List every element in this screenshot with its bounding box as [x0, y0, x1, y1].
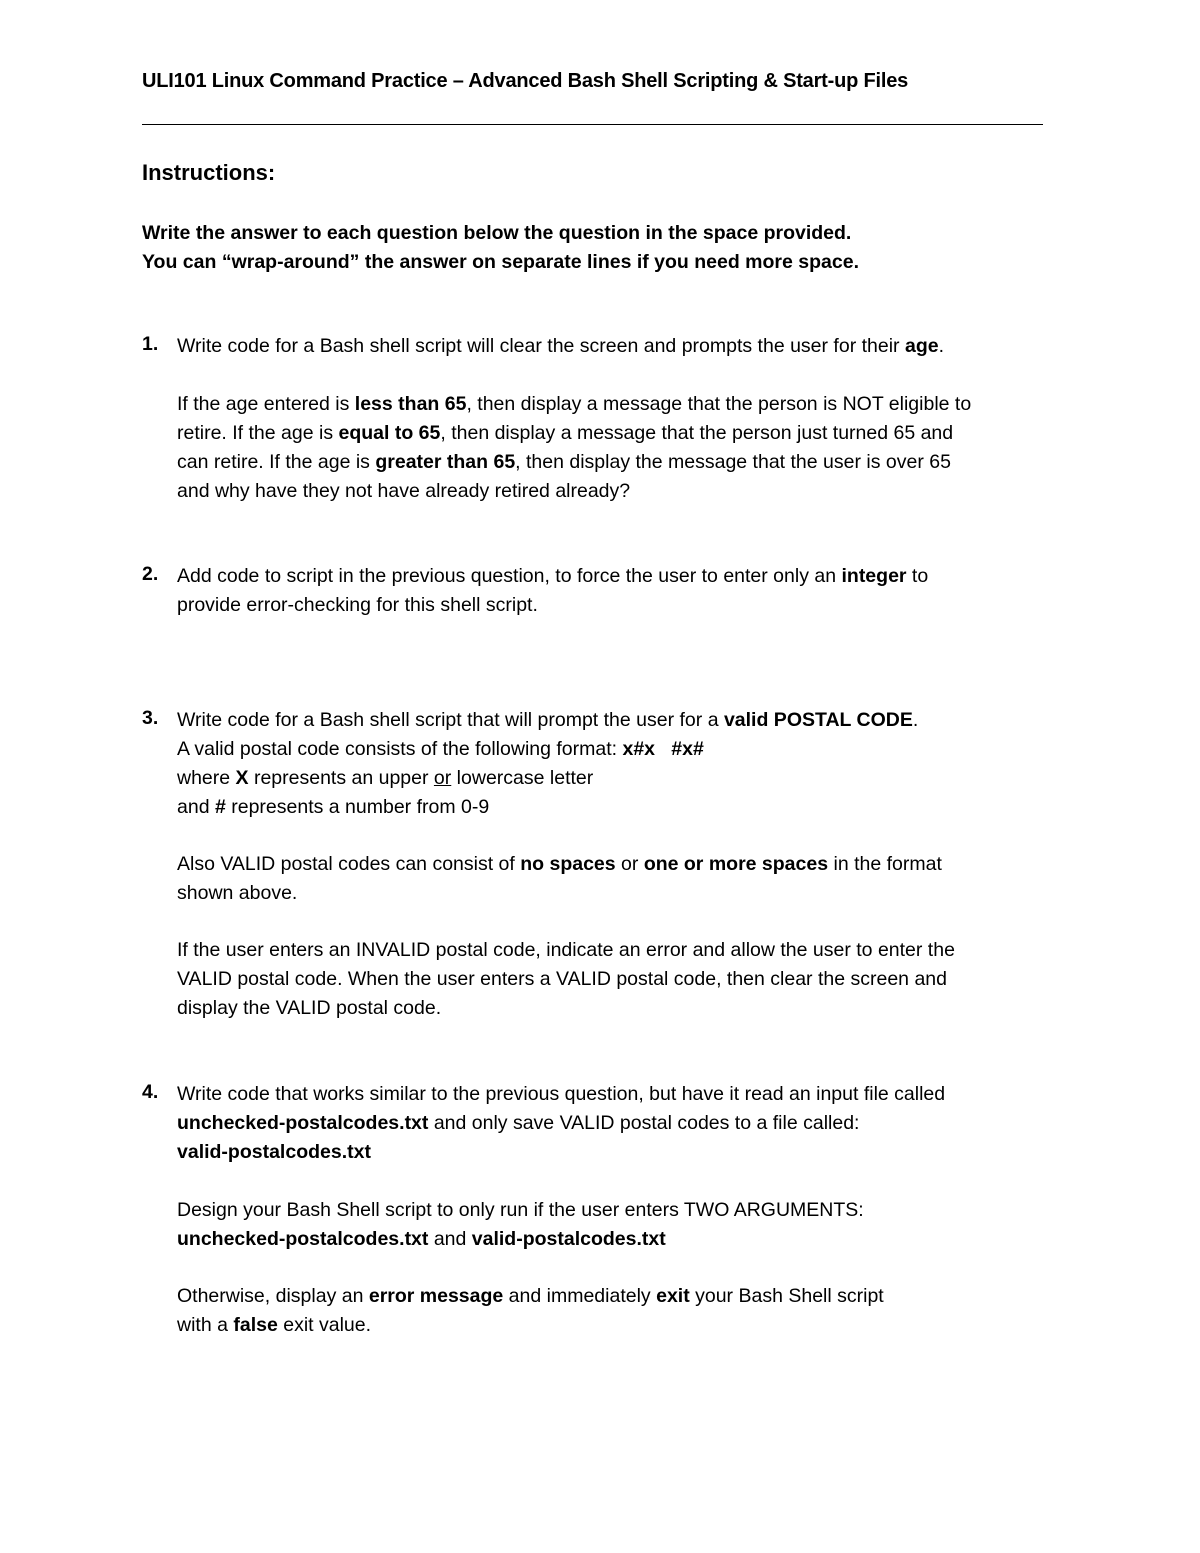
question-4-number: 4.: [142, 1081, 159, 1103]
question-3-line-5: Also VALID postal codes can consist of no spaces or one or more spaces in the format: [177, 853, 942, 875]
question-4-line-7: with a false exit value.: [177, 1314, 372, 1336]
question-1-line-1: Write code for a Bash shell script will clear the screen and prompts the user for their age.: [177, 335, 944, 357]
question-4-line-5: unchecked-postalcodes.txt and valid-postalcodes.txt: [177, 1228, 666, 1250]
question-1-line-3: retire. If the age is equal to 65, then display a message that the person just turned 65 and: [177, 422, 954, 444]
question-1-line-4: can retire. If the age is greater than 65, then display the message that the user is over 65: [177, 451, 951, 473]
question-4-line-3: valid-postalcodes.txt: [177, 1141, 371, 1163]
instructions-heading: Instructions:: [142, 160, 276, 185]
question-3-line-4: and # represents a number from 0-9: [177, 796, 490, 818]
question-2-line-1: Add code to script in the previous question, to force the user to enter only an integer to: [177, 565, 929, 587]
question-1-number: 1.: [142, 333, 159, 355]
question-1-line-5: and why have they not have already retired already?: [177, 480, 631, 502]
question-4-line-4: Design your Bash Shell script to only run if the user enters TWO ARGUMENTS:: [177, 1199, 864, 1221]
question-3-line-9: display the VALID postal code.: [177, 997, 442, 1019]
question-1-line-2: If the age entered is less than 65, then display a message that the person is NOT eligible to: [177, 393, 972, 415]
question-3-number: 3.: [142, 707, 159, 729]
question-3-line-7: If the user enters an INVALID postal code, indicate an error and allow the user to enter the: [177, 939, 955, 961]
question-4-line-1: Write code that works similar to the previous question, but have it read an input file called: [177, 1083, 946, 1105]
question-4-line-2: unchecked-postalcodes.txt and only save VALID postal codes to a file called:: [177, 1112, 860, 1134]
question-3-line-6: shown above.: [177, 882, 298, 904]
question-3-line-2: A valid postal code consists of the following format: x#x #x#: [177, 738, 704, 760]
question-2-line-2: provide error-checking for this shell script.: [177, 594, 538, 616]
question-4-line-6: Otherwise, display an error message and immediately exit your Bash Shell script: [177, 1285, 884, 1307]
title-divider: [142, 124, 1043, 125]
question-2-number: 2.: [142, 563, 159, 585]
question-3-line-8: VALID postal code. When the user enters a VALID postal code, then clear the screen and: [177, 968, 947, 990]
page-title: ULI101 Linux Command Practice – Advanced Bash Shell Scripting & Start-up Files: [142, 70, 909, 92]
instructions-line-2: You can “wrap-around” the answer on separate lines if you need more space.: [142, 251, 859, 273]
question-3-line-3: where X represents an upper or lowercase letter: [177, 767, 594, 789]
question-3-line-1: Write code for a Bash shell script that will prompt the user for a valid POSTAL CODE.: [177, 709, 919, 731]
instructions-line-1: Write the answer to each question below the question in the space provided.: [142, 222, 852, 244]
